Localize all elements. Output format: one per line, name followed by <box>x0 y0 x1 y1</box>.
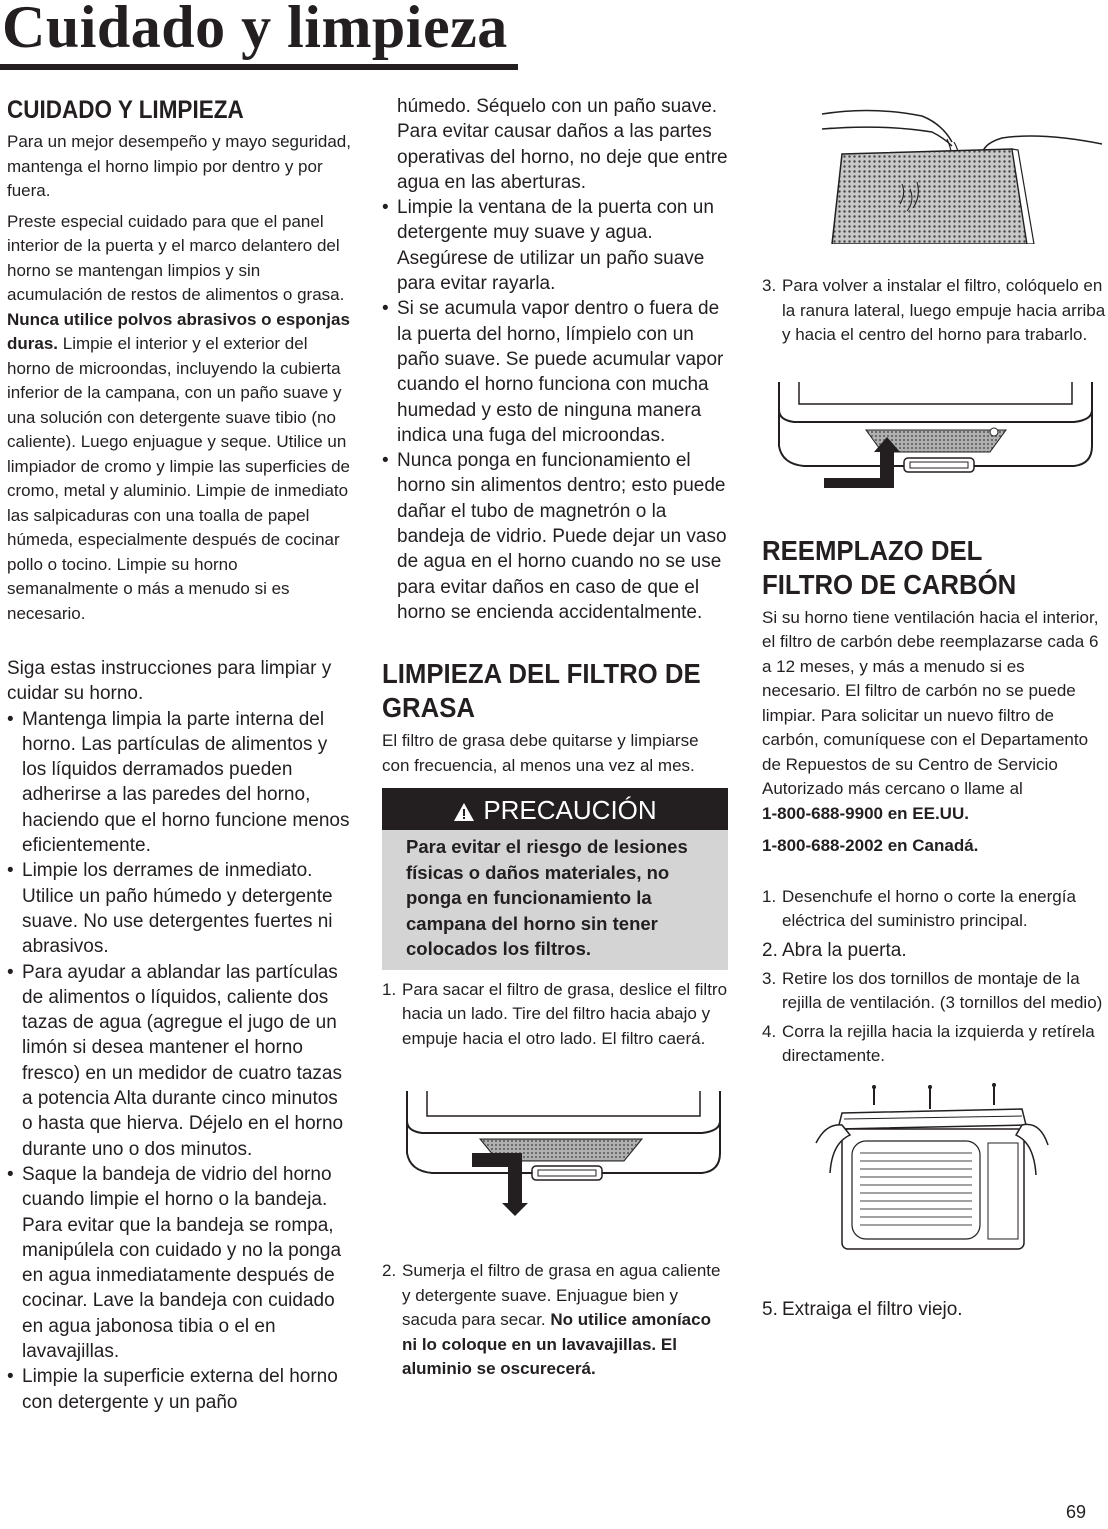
care-paragraph-text-2: Limpie el interior y el exterior del horno de microondas, incluyendo la cubierta inferior de la campana, con un paño suave y una solución con detergente suave tibio (no caliente). Luego enjuague y seque. Utilice un limpiador de cromo y limpie las superficies de cromo, metal y aluminio. Limpie de inmediato las salpicaduras con una toalla de papel húmeda, especialmente después de cocinar pollo o tocino. Limpie su horno semanalmente o más a menudo si es necesario. <box>7 334 350 623</box>
step-text: Corra la rejilla hacia la izquierda y retírela directamente. <box>782 1021 1095 1066</box>
step-text: Abra la puerta. <box>782 939 907 961</box>
filter-removal-illustration <box>402 1091 732 1221</box>
care-follow: Siga estas instrucciones para limpiar y cuidar su horno. <box>7 658 332 705</box>
step-number: 2. <box>382 1261 397 1281</box>
grease-step-1 <box>382 978 730 1052</box>
step-text: Para sacar el filtro de grasa, deslice el filtro hacia un lado. Tire del filtro hacia abajo y empuje hacia el otro lado. El filtro caerá. <box>402 979 728 1048</box>
care-heading: CUIDADO Y LIMPIEZA <box>7 96 244 124</box>
title-rule <box>0 64 518 70</box>
step-text: Desenchufe el horno o corte la energía eléctrica del suministro principal. <box>782 886 1076 930</box>
care-paragraph-text: Preste especial cuidado para que el panel interior de la puerta y el marco delantero del horno se mantengan limpios y sin acumulación de restos de alimentos o grasa. <box>7 211 345 304</box>
step-number: 3. <box>762 276 777 295</box>
care-warning-bold: Nunca utilice polvos abrasivos o esponjas duras. <box>7 309 350 353</box>
charcoal-heading: REEMPLAZO DEL FILTRO DE CARBÓN <box>762 534 1017 600</box>
care-bullet: • Limpie la ventana de la puerta con un detergente muy suave y agua. Asegúrese de utilizar un paño suave para evitar rayarla. <box>382 195 730 296</box>
care-bullet: • Mantenga limpia la parte interna del horno. Las partículas de alimentos y los líquidos derramados pueden adherirse a las paredes del horno, haciendo que el horno funcione menos eficientemente. <box>7 707 352 859</box>
charcoal-steps-2 <box>762 1297 1107 1322</box>
charcoal-step-4 <box>762 1020 1107 1069</box>
caution-title: PRECAUCIÓN <box>483 795 657 826</box>
care-intro: Para un mejor desempeño y mayo seguridad, mantenga el horno limpio por dentro y por fuera. <box>7 132 351 200</box>
step-number: 1. <box>382 979 397 999</box>
step-text: Retire los dos tornillos de montaje de la rejilla de ventilación. (3 tornillos del medio) <box>782 968 1103 1013</box>
step-number: 2. <box>762 939 778 961</box>
grease-intro: El filtro de grasa debe quitarse y limpiarse con frecuencia, al menos una vez al mes. <box>382 731 699 775</box>
care-bullet-list-2 <box>382 195 730 625</box>
step-text: Para volver a instalar el filtro, colóquelo en la ranura lateral, luego empuje hacia arriba y hacia el centro del horno para trabarlo. <box>782 276 1106 344</box>
caution-box <box>382 788 728 970</box>
step-number: 5. <box>762 1298 778 1320</box>
phone-us: 1-800-688-9900 en EE.UU. <box>762 803 969 823</box>
step-number: 4. <box>762 1021 777 1041</box>
page-number: 69 <box>1065 1502 1086 1522</box>
caution-text: Para evitar el riesgo de lesiones físicas o daños materiales, no ponga en funcionamiento la campana del horno sin tener colocados los filtros. <box>406 836 688 960</box>
charcoal-step-1 <box>762 885 1107 934</box>
step-number: 1. <box>762 886 777 906</box>
charcoal-steps <box>762 885 1107 1069</box>
grease-steps <box>382 978 730 1052</box>
page-title: Cuidado y limpieza <box>2 0 508 60</box>
charcoal-step-5 <box>762 1297 1107 1322</box>
grease-step-2 <box>382 1259 730 1382</box>
care-bullet-continuation: húmedo. Séquelo con un paño suave. Para evitar causar daños a las partes operativas del horno, no deje que entre agua en las aberturas. <box>397 96 728 193</box>
care-bullet: • Limpie los derrames de inmediato. Utilice un paño húmedo y detergente suave. No use detergentes fuertes ni abrasivos. <box>7 858 352 959</box>
charcoal-step-3 <box>762 967 1107 1016</box>
care-bullet-list <box>7 707 352 1415</box>
care-bullet: • Para ayudar a ablandar las partículas de alimentos o líquidos, caliente dos tazas de agua (agregue el jugo de un limón si desea mantener el horno fresco) en un medidor de cuatro tazas a potencia Alta durante cinco minutos o hasta que hierva. Déjelo en el horno durante uno o dos minutos. <box>7 960 352 1162</box>
charcoal-step-2 <box>762 938 1107 963</box>
care-bullet: • Saque la bandeja de vidrio del horno cuando limpie el horno o la bandeja. Para evitar que la bandeja se rompa, manipúlela con cuidado y no la ponga en agua inmediatamente después de cocinar. Lave la bandeja con cuidado en agua jabonosa tibia o el en lavavajillas. <box>7 1162 352 1364</box>
column-care <box>7 94 352 1415</box>
care-bullet: • Nunca ponga en funcionamiento el horno sin alimentos dentro; esto puede dañar el tubo de magnetrón o la bandeja de vidrio. Puede dejar un vaso de agua en el horno cuando no se use para evitar daños en caso de que el horno se encienda accidentalmente. <box>382 448 730 625</box>
grease-steps-2 <box>382 1259 730 1382</box>
charcoal-intro: Si su horno tiene ventilación hacia el interior, el filtro de carbón debe reemplazarse cada 6 a 12 meses, y más a menudo si es necesario. El filtro de carbón no se puede limpiar. Para solicitar un nuevo filtro de carbón, comuníquese con el Departamento de Repuestos de su Centro de Servicio Autorizado más cercano o llame al <box>762 607 1099 798</box>
step-text: Extraiga el filtro viejo. <box>782 1298 963 1320</box>
filter-washing-illustration <box>812 94 1108 244</box>
column-charcoal <box>762 94 1107 1322</box>
caution-header <box>382 788 728 830</box>
grease-steps-3 <box>762 274 1107 348</box>
care-bullet: • Si se acumula vapor dentro o fuera de la puerta del horno, límpielo con un paño suave. Se puede acumular vapor cuando el horno funciona con mucha humedad y esto de ninguna manera indica una fuga del microondas. <box>382 296 730 448</box>
grease-heading: LIMPIEZA DEL FILTRO DE GRASA <box>382 658 701 724</box>
grease-step-3 <box>762 274 1107 348</box>
grille-removal-illustration <box>812 1083 1052 1263</box>
step-warning-bold: No utilice amoníaco ni lo coloque en un lavavajillas. El aluminio se oscurecerá. <box>402 1310 711 1379</box>
step-text: Sumerja el filtro de grasa en agua caliente y detergente suave. Enjuague bien y sacuda para secar. <box>402 1261 721 1330</box>
phone-canada: 1-800-688-2002 en Canadá. <box>762 836 979 855</box>
column-grease <box>382 94 730 1382</box>
warning-triangle-icon <box>453 802 475 822</box>
care-bullet: • Limpie la superficie externa del horno con detergente y un paño <box>7 1364 352 1415</box>
step-number: 3. <box>762 968 777 988</box>
care-paragraph <box>7 210 352 627</box>
filter-install-illustration <box>774 382 1104 492</box>
